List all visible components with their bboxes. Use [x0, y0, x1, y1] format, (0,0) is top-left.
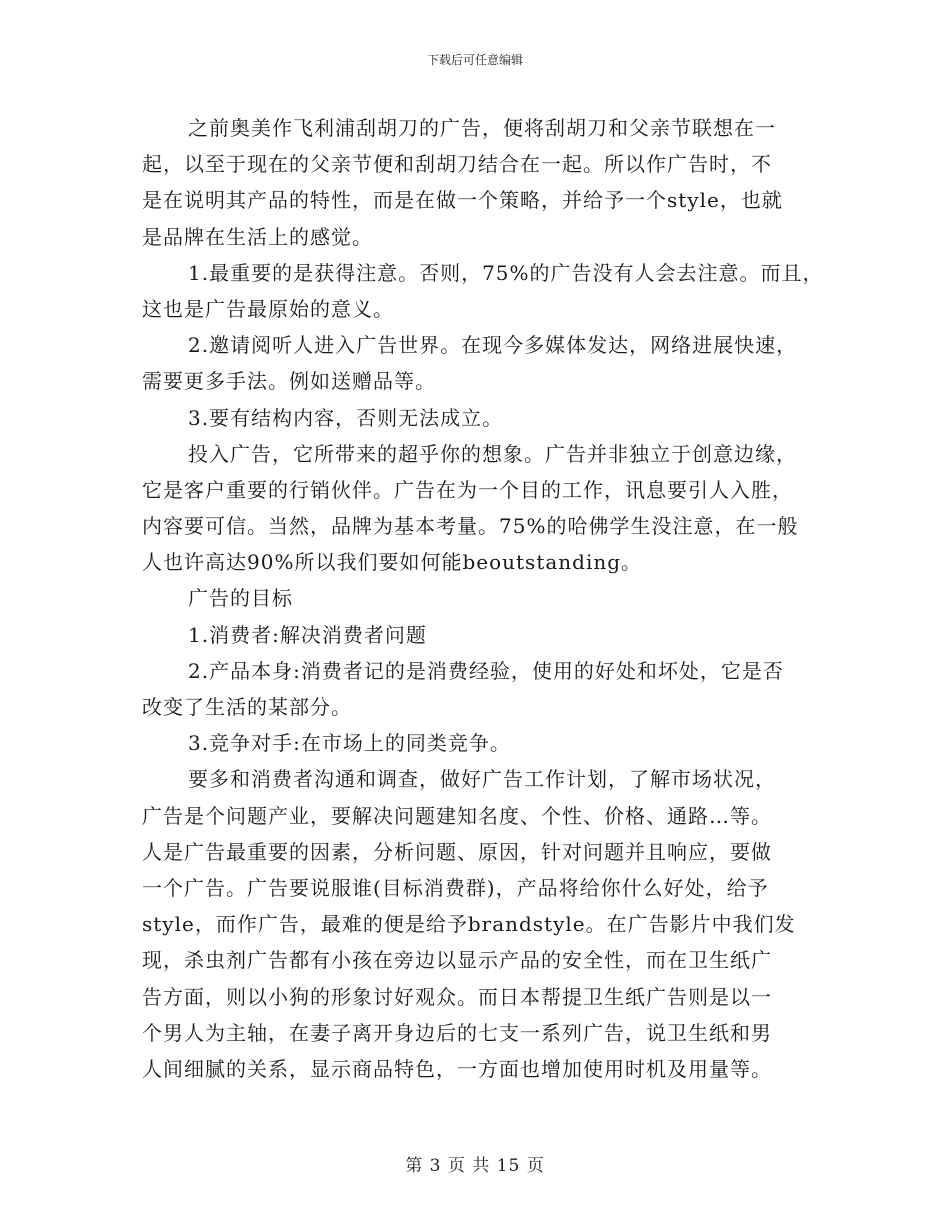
text-line: 之前奥美作飞利浦刮胡刀的广告，便将刮胡刀和父亲节联想在一 [188, 116, 776, 140]
text-line: 2.邀请阅听人进入广告世界。在现今多媒体发达，网络进展快速， [188, 333, 798, 358]
text-line: 1.最重要的是获得注意。否则，75%的广告没有人会去注意。而且， [188, 260, 824, 285]
page-header: 下载后可任意编辑 [426, 53, 523, 67]
text-line: 广告是个问题产业，要解决问题建知名度、个性、价格、通路…等。 [142, 803, 772, 828]
text-line: 人间细腻的关系，显示商品特色，一方面也增加使用时机及用量等。 [142, 1056, 772, 1081]
text-line: 3.要有结构内容，否则无法成立。 [188, 405, 504, 430]
text-line: 告方面，则以小狗的形象讨好观众。而日本帮提卫生纸广告则是以一 [142, 984, 772, 1009]
text-line: style，而作广告，最难的便是给予brandstyle。在广告影片中我们发 [142, 912, 796, 937]
text-line: 起，以至于现在的父亲节便和刮胡刀结合在一起。所以作广告时，不 [142, 152, 772, 177]
text-line: 要多和消费者沟通和调查，做好广告工作计划，了解市场状况， [188, 767, 776, 792]
text-line: 2.产品本身:消费者记的是消费经验，使用的好处和坏处，它是否 [188, 658, 784, 683]
document-body [142, 110, 824, 1087]
text-line: 现，杀虫剂广告都有小孩在旁边以显示产品的安全性，而在卫生纸广 [142, 948, 772, 973]
text-line: 改变了生活的某部分。 [142, 695, 352, 719]
text-line: 一个广告。广告要说服谁(目标消费群)，产品将给你什么好处，给予 [142, 875, 769, 900]
section-heading: 广告的目标 [188, 586, 293, 611]
text-line: 是品牌在生活上的感觉。 [142, 224, 373, 249]
text-line: 3.竞争对手:在市场上的同类竞争。 [188, 731, 511, 756]
text-line: 内容要可信。当然，品牌为基本考量。75%的哈佛学生没注意，在一般 [142, 514, 799, 539]
page-number: 第 3 页 共 15 页 [405, 1156, 545, 1176]
text-line: 这也是广告最原始的意义。 [142, 296, 394, 321]
text-line: 它是客户重要的行销伙伴。广告在为一个目的工作，讯息要引人入胜， [142, 477, 793, 502]
text-line: 人是广告最重要的因素，分析问题、原因，针对问题并且响应，要做 [142, 839, 772, 864]
text-line: 是在说明其产品的特性，而是在做一个策略，并给予一个style，也就 [142, 188, 783, 213]
text-line: 需要更多手法。例如送赠品等。 [142, 369, 436, 394]
text-line: 投入广告，它所带来的超乎你的想象。广告并非独立于创意边缘， [188, 441, 797, 466]
text-line: 1.消费者:解决消费者问题 [188, 622, 427, 647]
text-line: 人也许高达90%所以我们要如何能beoutstanding。 [142, 550, 643, 575]
text-line: 个男人为主轴，在妻子离开身边后的七支一系列广告，说卫生纸和男 [142, 1020, 772, 1045]
